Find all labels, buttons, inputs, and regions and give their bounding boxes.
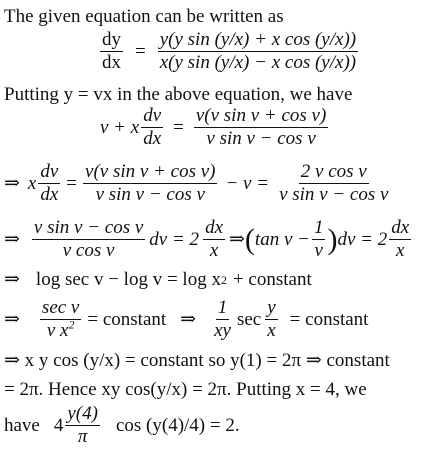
conclusion-line-3: [4, 404, 240, 447]
fraction-denominator: π: [77, 426, 88, 447]
fraction-dy-dx: [100, 30, 123, 73]
fraction-denominator: dx: [143, 128, 162, 149]
fraction-numerator: 2 v cos v: [300, 161, 367, 182]
fraction-denominator: x(y sin (y/x) − x cos (y/x)): [159, 52, 357, 73]
paren-close: ): [327, 222, 338, 256]
term: tan v −: [254, 228, 310, 250]
term: = constant: [87, 308, 167, 330]
implies-arrow: ⇒: [4, 229, 20, 250]
fraction: [212, 298, 233, 341]
fraction-denominator: x: [209, 240, 219, 261]
fraction-denominator: v sin v − cos v: [95, 184, 205, 205]
term: = constant: [289, 308, 369, 330]
fraction-numerator: 1: [217, 297, 228, 318]
fraction-numerator: dv: [143, 105, 162, 126]
fraction-denominator: v sin v − cos v: [279, 184, 389, 205]
fraction-numerator: dx: [391, 217, 410, 238]
equation-5: ⇒ log sec v − log v = log x 2 + constant: [4, 268, 312, 290]
term: have: [4, 414, 40, 436]
fraction: [83, 162, 217, 205]
denominator-text: v x: [46, 320, 69, 341]
fraction: [40, 298, 81, 341]
implies-arrow: ⇒: [180, 309, 197, 330]
fraction: [312, 218, 326, 261]
fraction: [277, 162, 390, 205]
term: x: [27, 172, 37, 194]
fraction-numerator: v(v sin v + cos v): [195, 105, 327, 126]
fraction-numerator: y: [267, 297, 276, 318]
fraction-numerator: sec v: [41, 297, 80, 318]
term: − v =: [225, 172, 270, 194]
intro-text: The given equation can be written as: [4, 6, 284, 27]
term: 4: [53, 414, 64, 436]
conclusion-line-2: = 2π. Hence xy cos(y/x) = 2π. Putting x = 4, we: [4, 379, 367, 400]
implies-arrow: ⇒: [4, 309, 20, 330]
fraction: [38, 162, 60, 205]
term: dv = 2: [149, 228, 200, 250]
fraction-denominator: dx: [40, 184, 59, 205]
conclusion-line-1: ⇒ x y cos (y/x) = constant so y(1) = 2π ⇒ constant: [4, 350, 390, 371]
term: log sec v − log v = log x: [35, 268, 221, 290]
fraction-numerator: y(y sin (y/x) + x cos (y/x)): [159, 29, 357, 50]
fraction-numerator: dv: [40, 161, 59, 182]
equation-6: [4, 298, 368, 341]
superscript: 2: [68, 317, 75, 332]
fraction-numerator: v sin v − cos v: [33, 217, 144, 238]
term: sec: [236, 308, 262, 330]
fraction-denominator: v: [314, 240, 323, 261]
fraction-denominator: x: [267, 320, 276, 341]
equation-2: [100, 106, 330, 149]
implies-arrow: ⇒: [4, 269, 20, 290]
fraction-rhs: [194, 106, 328, 149]
term: v + x: [100, 116, 140, 138]
fraction-numerator: 1: [313, 217, 324, 238]
term: + constant: [232, 268, 312, 290]
fraction-numerator: v(v sin v + cos v): [85, 161, 216, 182]
fraction: [65, 404, 100, 447]
fraction-denominator: v cos v: [62, 240, 115, 261]
implies-arrow: ⇒: [4, 173, 20, 194]
equals-sign: =: [173, 116, 184, 138]
fraction-dv-dx: [141, 106, 163, 149]
fraction-denominator: v sin v − cos v: [206, 128, 316, 149]
equals-sign: =: [135, 40, 146, 62]
fraction-numerator: y(4): [67, 403, 98, 424]
implies-arrow: ⇒: [229, 229, 245, 250]
fraction: [203, 218, 225, 261]
equation-3: [4, 162, 392, 205]
equation-1: [98, 30, 360, 73]
fraction-numerator: dy: [102, 29, 121, 50]
fraction: [389, 218, 411, 261]
fraction: [265, 298, 277, 341]
equals-sign: =: [66, 172, 78, 194]
equation-4: [4, 218, 413, 261]
term: dv = 2: [337, 228, 388, 250]
term: cos (y(4)/4) = 2.: [115, 414, 240, 436]
fraction-denominator: dx: [102, 52, 121, 73]
fraction-denominator: xy: [214, 320, 231, 341]
fraction-rhs: [158, 30, 358, 73]
fraction-denominator: x: [395, 240, 405, 261]
substitution-text: Putting y = vx in the above equation, we have: [4, 84, 353, 105]
paren-open: (: [244, 222, 255, 256]
fraction-numerator: dx: [205, 217, 223, 238]
fraction: [32, 218, 145, 261]
fraction-denominator: [45, 317, 77, 341]
